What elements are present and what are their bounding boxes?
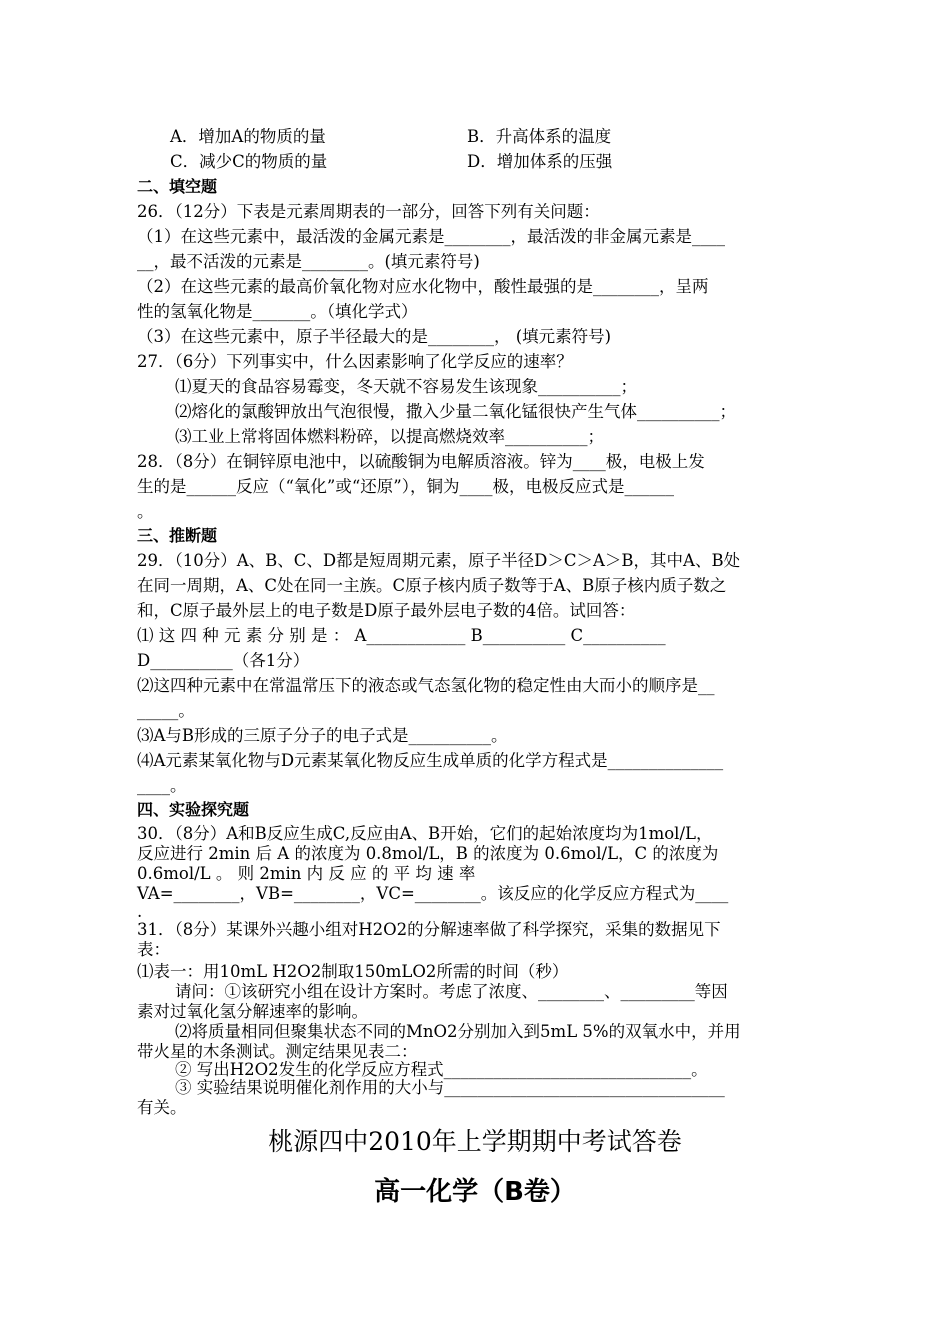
q29-line-6: ⑵这四种元素中在常温常压下的液态或气态氢化物的稳定性由大而小的顺序是__ bbox=[137, 676, 715, 695]
q31-line-4: 请问：①该研究小组在设计方案时。考虑了浓度、________、_________等因 bbox=[175, 982, 728, 1001]
q29-line-5: D__________（各1分） bbox=[137, 651, 310, 670]
answer-sheet-subtitle: 高一化学（B卷） bbox=[374, 1177, 576, 1207]
q27-line-4: ⑶工业上常将固体燃料粉碎，以提高燃烧效率__________； bbox=[175, 427, 604, 446]
q30-line-3: 0.6mol/L 。 则 2min 内 反 应 的 平 均 速 率 bbox=[137, 864, 476, 883]
q26-line-3: __，最不活泼的元素是________。(填元素符号) bbox=[137, 252, 480, 271]
option-b: B．升高体系的温度 bbox=[467, 127, 612, 146]
q29-line-8: ⑶A与B形成的三原子分子的电子式是__________。 bbox=[137, 726, 508, 745]
option-row-1 bbox=[170, 125, 848, 149]
q28-line-3: 。 bbox=[137, 502, 154, 521]
q30-line-2: 反应进行 2min 后 A 的浓度为 0.8mol/L，B 的浓度为 0.6mol/L，C 的浓度为 bbox=[137, 844, 719, 863]
option-row-2 bbox=[170, 150, 848, 174]
q30-line-4: VA=________，VB=________，VC=________。该反应的化学反应方程式为____ bbox=[137, 884, 729, 903]
q28-line-1: 28．（8分）在铜锌原电池中，以硫酸铜为电解质溶液。锌为____极，电极上发 bbox=[137, 452, 705, 471]
q29-line-10: ____。 bbox=[137, 776, 187, 795]
q31-line-9: ③ 实验结果说明催化剂作用的大小与__________________________________ bbox=[175, 1078, 725, 1097]
q26-line-2: （1）在这些元素中，最活泼的金属元素是________，最活泼的非金属元素是____ bbox=[137, 227, 725, 246]
section-heading-fill-blank: 二、填空题 bbox=[137, 177, 218, 196]
q29-line-3: 和，C原子最外层上的电子数是D原子最外层电子数的4倍。试回答： bbox=[137, 601, 636, 620]
q31-line-10: 有关。 bbox=[137, 1098, 187, 1117]
answer-sheet-title: 桃源四中2010年上学期期中考试答卷 bbox=[268, 1127, 682, 1156]
q26-line-6: （3）在这些元素中，原子半径最大的是________， (填元素符号) bbox=[137, 327, 612, 346]
q31-line-6: ⑵将质量相同但聚集状态不同的MnO2分别加入到5mL 5%的双氧水中，并用 bbox=[175, 1022, 741, 1041]
q26-line-5: 性的氢氧化物是_______。（填化学式） bbox=[137, 302, 418, 321]
q31-line-5: 素对过氧化氢分解速率的影响。 bbox=[137, 1002, 368, 1021]
q31-line-1: 31．（8分）某课外兴趣小组对H2O2的分解速率做了科学探究，采集的数据见下 bbox=[137, 920, 721, 939]
option-a: A．增加A的物质的量 bbox=[170, 127, 326, 146]
q30-line-1: 30．（8分）A和B反应生成C,反应由A、B开始，它们的起始浓度均为1mol/L， bbox=[137, 824, 713, 843]
q29-line-2: 在同一周期，A、C处在同一主族。C原子核内质子数等于A、B原子核内质子数之 bbox=[137, 576, 727, 595]
q26-line-4: （2）在这些元素的最高价氧化物对应水化物中，酸性最强的是________，呈两 bbox=[137, 277, 709, 296]
q27-line-3: ⑵熔化的氯酸钾放出气泡很慢，撒入少量二氧化锰很快产生气体__________； bbox=[175, 402, 736, 421]
q29-line-1: 29．（10分）A、B、C、D都是短周期元素，原子半径D＞C＞A＞B，其中A、B处 bbox=[137, 551, 741, 570]
q31-line-2: 表： bbox=[137, 940, 170, 959]
option-d: D．增加体系的压强 bbox=[467, 152, 613, 171]
q26-line-1: 26．（12分）下表是元素周期表的一部分，回答下列有关问题： bbox=[137, 202, 600, 221]
q30-line-5: . bbox=[137, 902, 143, 921]
q31-line-8: ② 写出H2O2发生的化学反应方程式______________________________。 bbox=[175, 1060, 708, 1079]
q31-line-7: 带火星的木条测试。测定结果见表二： bbox=[137, 1042, 418, 1061]
q29-line-9: ⑷A元素某氧化物与D元素某氧化物反应生成单质的化学方程式是______________ bbox=[137, 751, 724, 770]
q28-line-2: 生的是______反应（“氧化”或“还原”），铜为____极，电极反应式是______ bbox=[137, 477, 674, 496]
q27-line-2: ⑴夏天的食品容易霉变，冬天就不容易发生该现象__________； bbox=[175, 377, 637, 396]
q29-line-4: ⑴ 这 四 种 元 素 分 别 是 ： A____________ B__________ C__________ bbox=[137, 626, 666, 645]
section-heading-experiment: 四、实验探究题 bbox=[137, 800, 250, 819]
q27-line-1: 27．（6分）下列事实中，什么因素影响了化学反应的速率？ bbox=[137, 352, 573, 371]
option-c: C．减少C的物质的量 bbox=[170, 152, 328, 171]
q31-line-3: ⑴表一：用10mL H2O2制取150mLO2所需的时间（秒） bbox=[137, 962, 569, 981]
q29-line-7: _____。 bbox=[137, 701, 195, 720]
section-heading-inference: 三、推断题 bbox=[137, 526, 218, 545]
